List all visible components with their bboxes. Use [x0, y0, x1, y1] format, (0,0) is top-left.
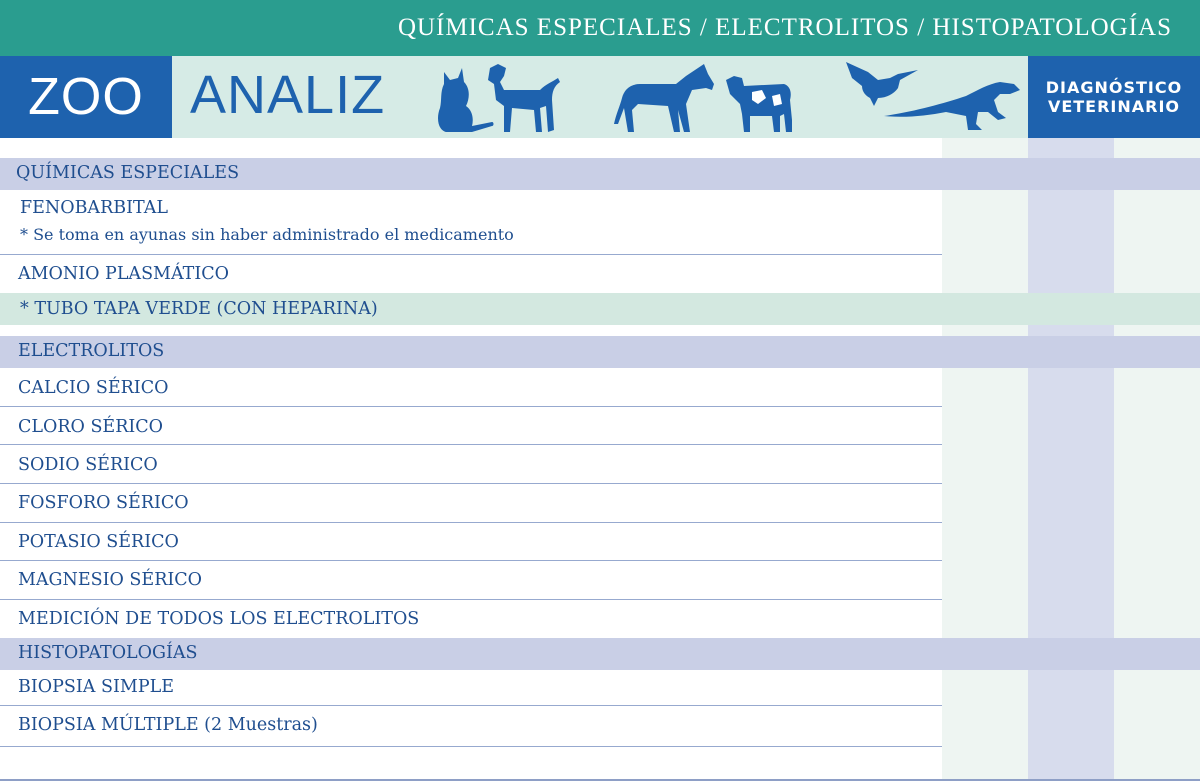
- section-title: ELECTROLITOS: [18, 341, 165, 361]
- section-header: [0, 158, 1200, 190]
- logo-banner: [172, 56, 1028, 138]
- table-row: [0, 670, 1200, 706]
- test-name: BIOPSIA SIMPLE: [18, 677, 174, 697]
- table-row: [0, 407, 1200, 445]
- section-title: QUÍMICAS ESPECIALES: [16, 163, 240, 183]
- note-text: * TUBO TAPA VERDE (CON HEPARINA): [20, 299, 378, 319]
- table-row: [0, 600, 1200, 638]
- test-name: SODIO SÉRICO: [18, 455, 158, 475]
- dog-icon: [484, 60, 566, 136]
- test-name: POTASIO SÉRICO: [18, 532, 179, 552]
- horse-icon: [612, 60, 722, 136]
- top-banner: [0, 0, 1200, 56]
- table-row: [0, 484, 1200, 523]
- section-header: [0, 336, 1200, 368]
- tagline-line2: VETERINARIO: [1047, 97, 1181, 116]
- test-name: MAGNESIO SÉRICO: [18, 570, 203, 590]
- table-row: [0, 445, 1200, 484]
- tagline-box: [1028, 56, 1200, 138]
- section-header: [0, 638, 1200, 670]
- logo-zoo: ZOO: [0, 56, 172, 138]
- page-title: QUÍMICAS ESPECIALES / ELECTROLITOS / HISTOPATOLOGÍAS: [397, 14, 1172, 41]
- highlight-note: [0, 293, 1200, 325]
- table-row: [0, 561, 1200, 600]
- test-name: BIOPSIA MÚLTIPLE (2 Muestras): [18, 715, 318, 735]
- price-table: [0, 138, 1200, 781]
- test-name: AMONIO PLASMÁTICO: [18, 264, 229, 284]
- logo-analiz: ANALIZ: [190, 65, 386, 125]
- table-row: [0, 523, 1200, 561]
- test-name: CLORO SÉRICO: [18, 417, 164, 437]
- animal-silhouettes: [422, 60, 1022, 136]
- lizard-icon: [882, 60, 1022, 136]
- table-row: [0, 368, 1200, 407]
- test-name: FENOBARBITAL: [20, 198, 168, 218]
- test-name: CALCIO SÉRICO: [18, 378, 169, 398]
- table-row: [0, 706, 1200, 747]
- logo-row: [0, 56, 1200, 138]
- cow-icon: [722, 60, 796, 136]
- table-row: [0, 255, 1200, 293]
- table-row: [0, 190, 1200, 255]
- test-name: FOSFORO SÉRICO: [18, 493, 189, 513]
- tagline-line1: DIAGNÓSTICO: [1045, 78, 1183, 97]
- test-name: MEDICIÓN DE TODOS LOS ELECTROLITOS: [18, 609, 420, 629]
- section-title: HISTOPATOLOGÍAS: [18, 643, 198, 663]
- test-note: * Se toma en ayunas sin haber administrado el medicamento: [20, 225, 514, 244]
